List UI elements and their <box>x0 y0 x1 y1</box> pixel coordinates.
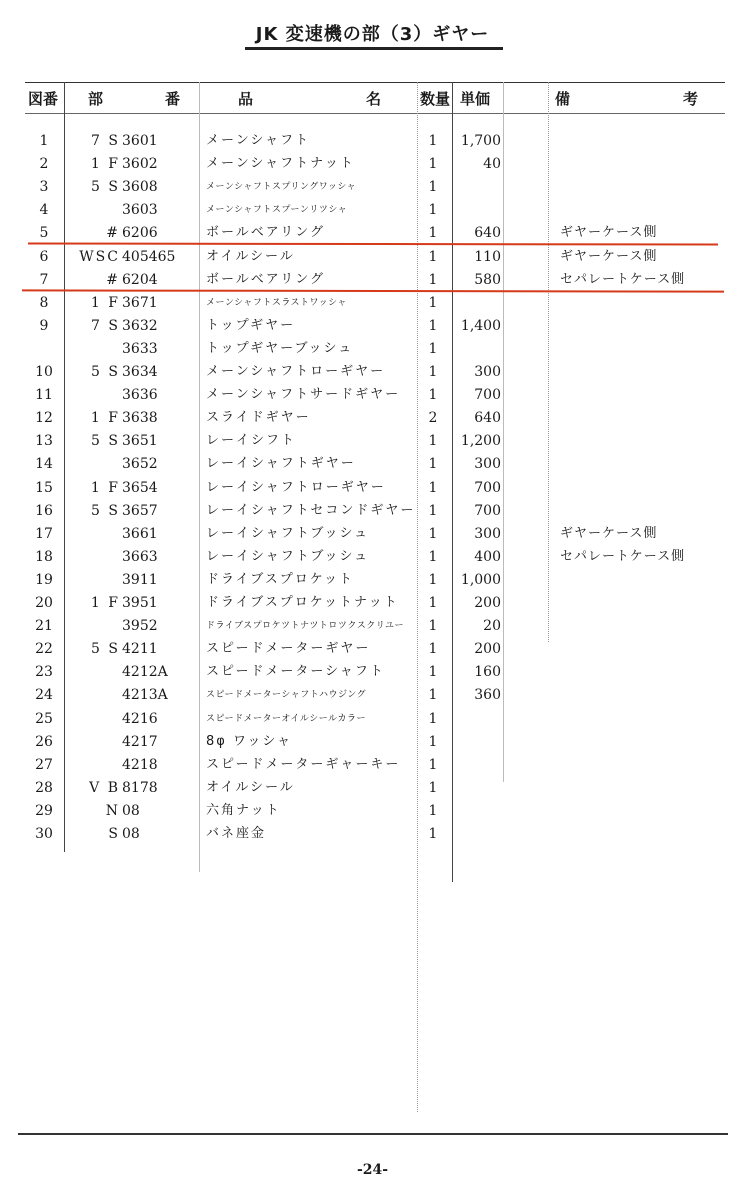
row-part-number: 4211 <box>122 641 158 657</box>
row-unit-price: 400 <box>474 549 501 565</box>
row-unit-price <box>455 179 501 195</box>
header-fig-no: 図番 <box>28 90 59 108</box>
row-part-number: 08 <box>122 803 140 819</box>
page-number: -24- <box>356 1162 389 1178</box>
row-quantity: 1 <box>428 711 438 727</box>
row-part-number: 3634 <box>122 364 158 380</box>
header-price: 単価 <box>460 90 491 108</box>
row-quantity: 1 <box>428 364 438 380</box>
row-unit-price <box>455 341 501 357</box>
row-part-name: レーイシフト <box>206 433 297 448</box>
row-quantity: 1 <box>428 295 438 311</box>
row-remarks: ギヤーケース側 <box>560 249 658 264</box>
row-remarks <box>560 202 720 218</box>
row-unit-price: 200 <box>474 641 501 657</box>
col-rule-fig <box>64 82 65 852</box>
row-part-name: 六角ナット <box>206 803 281 818</box>
row-remarks <box>560 503 720 519</box>
row-part-number: 3632 <box>122 318 158 334</box>
row-unit-price: 300 <box>474 364 501 380</box>
row-part-name: ドライブスプロケット <box>206 572 355 587</box>
row-part-name: オイルシール <box>206 249 295 264</box>
row-part-prefix <box>70 618 120 634</box>
row-quantity: 1 <box>428 133 438 149</box>
row-unit-price <box>455 780 501 796</box>
row-quantity: 1 <box>428 225 438 241</box>
row-part-prefix: WSC <box>79 249 120 265</box>
row-part-name: レーイシャフトブッシュ <box>206 549 370 564</box>
row-part-prefix: 1 F <box>90 480 120 496</box>
row-remarks: ギヤーケース側 <box>560 526 658 541</box>
row-fig-no: 27 <box>35 757 53 773</box>
row-unit-price <box>455 295 501 311</box>
row-part-name: トップギヤー <box>206 318 296 333</box>
row-part-prefix <box>70 526 120 542</box>
row-unit-price: 300 <box>474 526 501 542</box>
row-part-number: 8178 <box>122 780 158 796</box>
row-part-number: 4213A <box>122 687 168 703</box>
row-quantity: 1 <box>428 803 438 819</box>
row-part-name: バネ座金 <box>206 826 267 841</box>
row-fig-no: 7 <box>39 272 49 288</box>
row-fig-no: 25 <box>35 711 53 727</box>
row-unit-price: 1,400 <box>460 318 501 334</box>
row-remarks <box>560 156 720 172</box>
row-quantity: 2 <box>428 410 438 426</box>
row-remarks <box>560 826 720 842</box>
row-remarks <box>560 664 720 680</box>
row-unit-price <box>455 757 501 773</box>
row-part-prefix: # <box>106 272 120 288</box>
row-unit-price <box>455 826 501 842</box>
header-remarks-2: 考 <box>683 90 699 108</box>
row-remarks <box>560 780 720 796</box>
row-part-name: レーイシャフトセコンドギヤー <box>206 503 416 518</box>
header-name-1: 品 <box>238 90 254 108</box>
row-part-name: スライドギヤー <box>206 410 311 425</box>
row-part-name: メーンシャフトサードギヤー <box>206 387 401 402</box>
red-highlight-top <box>28 243 718 246</box>
row-unit-price: 300 <box>474 456 501 472</box>
row-part-number: 4218 <box>122 757 158 773</box>
row-part-number: 3657 <box>122 503 158 519</box>
row-part-name: メーンシャフトスプリングワッシャ <box>206 182 357 192</box>
row-unit-price: 580 <box>474 272 501 288</box>
row-quantity: 1 <box>428 503 438 519</box>
row-part-prefix <box>70 757 120 773</box>
row-unit-price: 110 <box>474 249 501 265</box>
row-part-prefix: 1 F <box>90 595 120 611</box>
row-part-name: メーンシャフトナット <box>206 156 355 171</box>
row-part-prefix: 5 S <box>91 433 120 449</box>
row-part-number: 4216 <box>122 711 158 727</box>
row-fig-no: 21 <box>35 618 53 634</box>
row-part-number: 3602 <box>122 156 158 172</box>
row-fig-no: 11 <box>35 387 53 403</box>
row-part-number: 4217 <box>122 734 158 750</box>
row-unit-price <box>455 711 501 727</box>
row-part-prefix <box>70 687 120 703</box>
row-remarks <box>560 364 720 380</box>
col-rule-name <box>199 82 200 872</box>
row-part-name: レーイシャフトギヤー <box>206 456 356 471</box>
header-bottom-rule <box>25 113 725 114</box>
row-part-name: スピードメーターオイルシールカラー <box>206 714 367 724</box>
row-part-name: スピードメーターギャーキー <box>206 757 401 772</box>
row-fig-no: 24 <box>35 687 53 703</box>
row-fig-no: 6 <box>39 249 49 265</box>
row-quantity: 1 <box>428 387 438 403</box>
row-part-name: メーンシャフトスプーンリツシャ <box>206 205 348 215</box>
row-quantity: 1 <box>428 272 438 288</box>
row-quantity: 1 <box>428 179 438 195</box>
row-unit-price: 20 <box>483 618 501 634</box>
row-fig-no: 26 <box>35 734 53 750</box>
row-part-prefix: N <box>105 803 120 819</box>
row-part-prefix <box>70 202 120 218</box>
row-part-prefix <box>70 387 120 403</box>
row-part-name: ボールベアリング <box>206 225 325 240</box>
row-part-prefix: 1 F <box>90 156 120 172</box>
row-unit-price: 700 <box>474 387 501 403</box>
row-quantity: 1 <box>428 757 438 773</box>
col-rule-remarks <box>548 82 549 642</box>
row-part-prefix: 1 F <box>90 295 120 311</box>
row-unit-price: 160 <box>474 664 501 680</box>
row-part-number: 405465 <box>122 249 176 265</box>
row-quantity: 1 <box>428 433 438 449</box>
row-part-name: レーイシャフトローギヤー <box>206 480 386 495</box>
row-fig-no: 1 <box>39 133 49 149</box>
row-part-name: レーイシャフトブッシュ <box>206 526 370 541</box>
row-remarks <box>560 711 720 727</box>
row-quantity: 1 <box>428 249 438 265</box>
row-part-name: メーンシャフトスラストワッシャ <box>206 298 347 308</box>
row-part-number: 4212A <box>122 664 168 680</box>
row-part-prefix: 7 S <box>91 318 120 334</box>
row-remarks <box>560 387 720 403</box>
row-part-number: 3651 <box>122 433 158 449</box>
row-unit-price: 640 <box>474 410 501 426</box>
row-fig-no: 8 <box>39 295 49 311</box>
title-underline <box>245 47 503 50</box>
row-fig-no: 30 <box>35 826 53 842</box>
row-part-prefix: 5 S <box>91 364 120 380</box>
row-remarks <box>560 734 720 750</box>
row-remarks <box>560 803 720 819</box>
row-quantity: 1 <box>428 341 438 357</box>
row-fig-no: 2 <box>39 156 49 172</box>
row-unit-price: 1,700 <box>460 133 501 149</box>
row-unit-price: 640 <box>474 225 501 241</box>
row-part-number: 3911 <box>122 572 158 588</box>
row-quantity: 1 <box>428 526 438 542</box>
row-part-number: 3633 <box>122 341 158 357</box>
row-part-name: メーンシャフトローギヤー <box>206 364 386 379</box>
row-part-number: 3654 <box>122 480 158 496</box>
row-quantity: 1 <box>428 780 438 796</box>
row-part-name: ドライブスプロケツトナツトロツクスクリユー <box>206 621 405 631</box>
row-unit-price <box>455 202 501 218</box>
row-remarks <box>560 480 720 496</box>
row-fig-no: 28 <box>35 780 53 796</box>
col-rule-price <box>452 82 453 882</box>
row-remarks <box>560 133 720 149</box>
row-remarks <box>560 179 720 195</box>
row-quantity: 1 <box>428 480 438 496</box>
row-fig-no: 4 <box>39 202 49 218</box>
row-part-name: オイルシール <box>206 780 295 795</box>
row-part-name: 8φ ワッシャ <box>206 734 293 749</box>
row-remarks <box>560 757 720 773</box>
row-fig-no: 10 <box>35 364 53 380</box>
row-quantity: 1 <box>428 318 438 334</box>
row-part-name: スピードメーターシャフトハウジング <box>206 690 367 700</box>
row-part-name: スピードメーターギヤー <box>206 641 371 656</box>
row-part-name: トップギヤーブッシュ <box>206 341 354 356</box>
row-quantity: 1 <box>428 156 438 172</box>
row-quantity: 1 <box>428 549 438 565</box>
row-fig-no: 19 <box>35 572 53 588</box>
row-part-prefix: 5 S <box>91 641 120 657</box>
row-unit-price: 360 <box>474 687 501 703</box>
row-unit-price: 40 <box>483 156 501 172</box>
row-fig-no: 18 <box>35 549 53 565</box>
header-qty: 数量 <box>420 90 451 108</box>
row-unit-price: 1,000 <box>460 572 501 588</box>
row-quantity: 1 <box>428 734 438 750</box>
row-fig-no: 5 <box>39 225 49 241</box>
col-rule-price-end <box>503 82 504 782</box>
row-fig-no: 23 <box>35 664 53 680</box>
row-remarks <box>560 341 720 357</box>
footer-rule <box>18 1133 728 1135</box>
row-fig-no: 20 <box>35 595 53 611</box>
row-part-number: 08 <box>122 826 140 842</box>
row-quantity: 1 <box>428 202 438 218</box>
row-unit-price <box>455 734 501 750</box>
row-part-name: ボールベアリング <box>206 272 325 287</box>
page-title: JK 変速機の部（3）ギヤー <box>255 24 490 45</box>
header-part-no-1: 部 <box>88 90 104 108</box>
header-part-no-2: 番 <box>165 90 181 108</box>
row-unit-price <box>455 803 501 819</box>
row-part-prefix: 5 S <box>91 179 120 195</box>
row-quantity: 1 <box>428 456 438 472</box>
row-quantity: 1 <box>428 687 438 703</box>
row-part-number: 3663 <box>122 549 158 565</box>
row-part-prefix <box>70 572 120 588</box>
row-quantity: 1 <box>428 595 438 611</box>
header-name-2: 名 <box>366 90 382 108</box>
header-top-rule <box>25 82 725 83</box>
row-part-prefix <box>70 664 120 680</box>
row-fig-no: 16 <box>35 503 53 519</box>
row-part-prefix <box>70 341 120 357</box>
row-fig-no: 9 <box>39 318 49 334</box>
row-fig-no: 17 <box>35 526 53 542</box>
row-part-prefix <box>70 711 120 727</box>
row-remarks: セパレートケース側 <box>560 272 686 287</box>
row-remarks <box>560 456 720 472</box>
header-remarks-1: 備 <box>555 90 571 108</box>
row-part-name: メーンシャフト <box>206 133 311 148</box>
row-unit-price: 700 <box>474 503 501 519</box>
row-remarks <box>560 595 720 611</box>
row-remarks <box>560 572 720 588</box>
row-part-number: 6204 <box>122 272 158 288</box>
row-remarks <box>560 687 720 703</box>
row-part-number: 3661 <box>122 526 158 542</box>
row-remarks <box>560 295 720 311</box>
row-fig-no: 15 <box>35 480 53 496</box>
row-part-prefix: S <box>108 826 120 842</box>
row-part-prefix: V B <box>89 780 120 796</box>
row-remarks: ギヤーケース側 <box>560 225 658 240</box>
row-unit-price: 1,200 <box>460 433 501 449</box>
row-fig-no: 12 <box>35 410 53 426</box>
row-fig-no: 13 <box>35 433 53 449</box>
row-part-number: 3652 <box>122 456 158 472</box>
row-remarks <box>560 318 720 334</box>
row-fig-no <box>25 341 63 357</box>
row-part-name: ドライブスプロケットナット <box>206 595 399 610</box>
row-part-prefix: 5 S <box>91 503 120 519</box>
row-part-number: 3603 <box>122 202 158 218</box>
row-part-number: 3601 <box>122 133 158 149</box>
row-fig-no: 29 <box>35 803 53 819</box>
row-part-number: 3952 <box>122 618 158 634</box>
row-quantity: 1 <box>428 641 438 657</box>
row-fig-no: 22 <box>35 641 53 657</box>
row-remarks <box>560 433 720 449</box>
row-unit-price: 200 <box>474 595 501 611</box>
row-part-prefix: 1 F <box>90 410 120 426</box>
row-quantity: 1 <box>428 826 438 842</box>
row-part-prefix <box>70 456 120 472</box>
row-unit-price: 700 <box>474 480 501 496</box>
row-remarks: セパレートケース側 <box>560 549 686 564</box>
row-part-prefix: 7 S <box>91 133 120 149</box>
row-quantity: 1 <box>428 664 438 680</box>
row-part-name: スピードメーターシャフト <box>206 664 385 679</box>
red-highlight-bottom <box>22 289 724 292</box>
row-remarks <box>560 641 720 657</box>
row-part-number: 3608 <box>122 179 158 195</box>
row-fig-no: 14 <box>35 456 53 472</box>
row-part-number: 3638 <box>122 410 158 426</box>
row-part-number: 3636 <box>122 387 158 403</box>
row-part-number: 3671 <box>122 295 158 311</box>
row-part-number: 6206 <box>122 225 158 241</box>
row-fig-no: 3 <box>39 179 49 195</box>
row-part-prefix <box>70 549 120 565</box>
row-remarks <box>560 410 720 426</box>
row-remarks <box>560 618 720 634</box>
row-part-prefix <box>70 734 120 750</box>
row-quantity: 1 <box>428 618 438 634</box>
row-part-prefix: # <box>106 225 120 241</box>
row-part-number: 3951 <box>122 595 158 611</box>
row-quantity: 1 <box>428 572 438 588</box>
